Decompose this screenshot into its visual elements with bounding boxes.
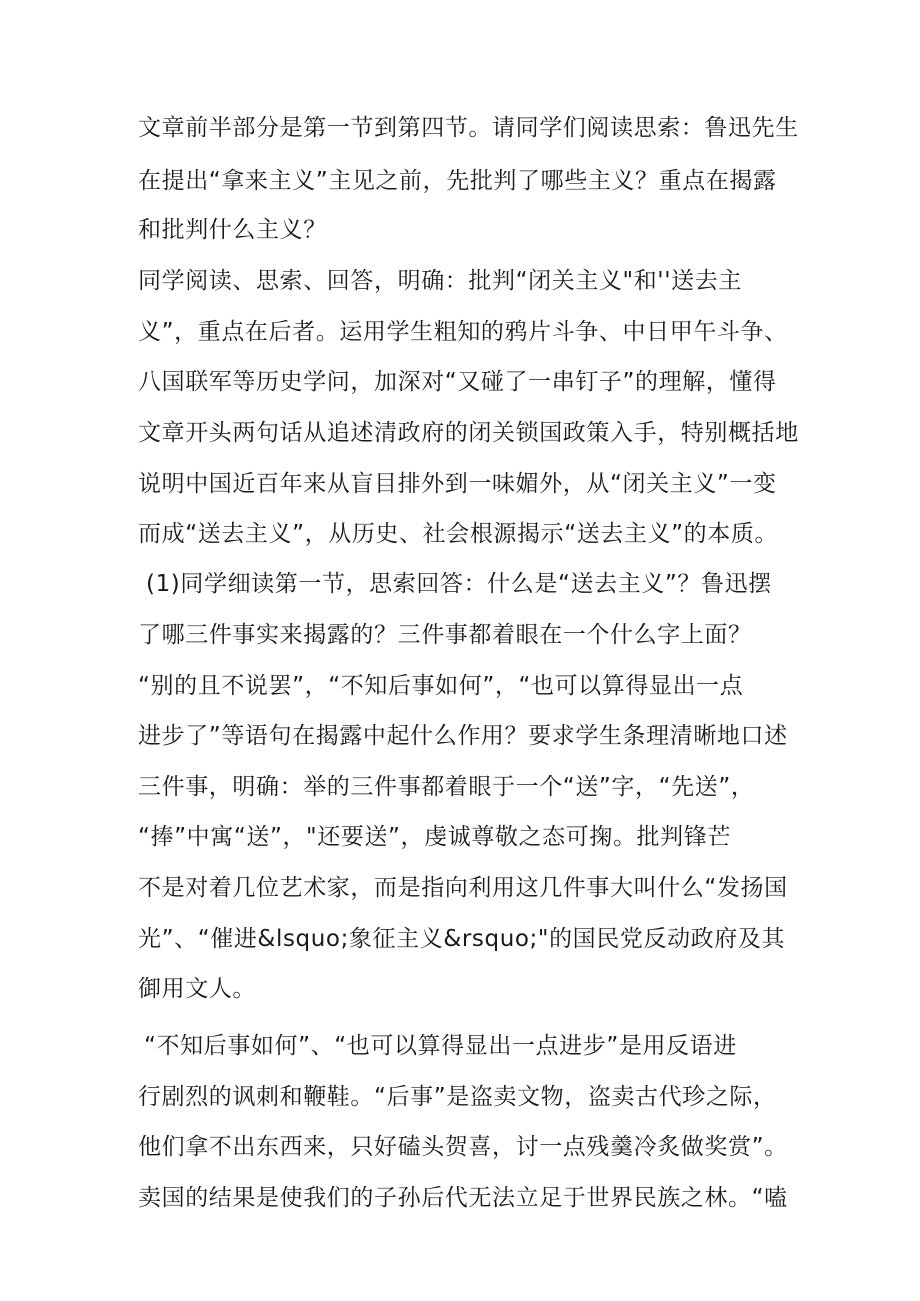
text-line: “不知后事如何”、“也可以算得显出一点进步”是用反语进: [144, 1033, 737, 1059]
text-line: 他们拿不出东西来，只好磕头贺喜，讨一点残羹冷炙做奖赏”。: [138, 1134, 788, 1160]
text-line: 和批判什么主义？: [138, 217, 327, 243]
text-line: 八国联军等历史学问，加深对“又碰了一串钉子”的理解，懂得: [138, 369, 777, 395]
text-line: 文章开头两句话从追述清政府的闭关锁国政策入手，特别概括地: [138, 420, 799, 446]
text-line: 说明中国近百年来从盲目排外到一味媚外，从“闭关主义”一变: [138, 471, 777, 497]
text-line: 光”、“催进&lsquo;象征主义&rsquo;"的国民党反动政府及其: [138, 926, 786, 952]
text-line: 卖国的结果是使我们的子孙后代无法立足于世界民族之林。“嗑: [138, 1185, 788, 1211]
text-line: 了哪三件事实来揭露的？三件事都着眼在一个什么字上面？: [138, 622, 752, 648]
text-line: 在提出“拿来主义”主见之前，先批判了哪些主义？重点在揭露: [138, 168, 777, 194]
text-line: 而成“送去主义”，从历史、社会根源揭示“送去主义”的本质。: [138, 521, 779, 547]
text-line: 同学阅读、思索、回答，明确：批判“闭关主义"和''送去主: [138, 268, 742, 294]
text-line: 御用文人。: [138, 976, 256, 1002]
text-line: 进步了”等语句在揭露中起什么作用？要求学生条理清晰地口述: [138, 723, 788, 749]
text-line: 行剧烈的讽刺和鞭鞋。“后事”是盗卖文物，盗卖古代珍之际，: [138, 1084, 777, 1110]
text-line: (1)同学细读第一节，思索回答：什么是“送去主义”？鲁迅摆: [146, 571, 772, 597]
text-line: “捧”中寓“送”，"还要送”，虔诚尊敬之态可掬。批判锋芒: [138, 824, 731, 850]
text-line: 三件事，明确：举的三件事都着眼于一个“送”字，“先送”，: [138, 774, 755, 800]
text-line: 义”，重点在后者。运用学生粗知的鸦片斗争、中日甲午斗争、: [138, 319, 788, 345]
text-line: “别的且不说罢”，“不知后事如何”，“也可以算得显出一点: [138, 673, 744, 699]
text-line: 文章前半部分是第一节到第四节。请同学们阅读思索：鲁迅先生: [138, 115, 799, 141]
text-line: 不是对着几位艺术家，而是指向利用这几件事大叫什么“发扬国: [138, 875, 788, 901]
